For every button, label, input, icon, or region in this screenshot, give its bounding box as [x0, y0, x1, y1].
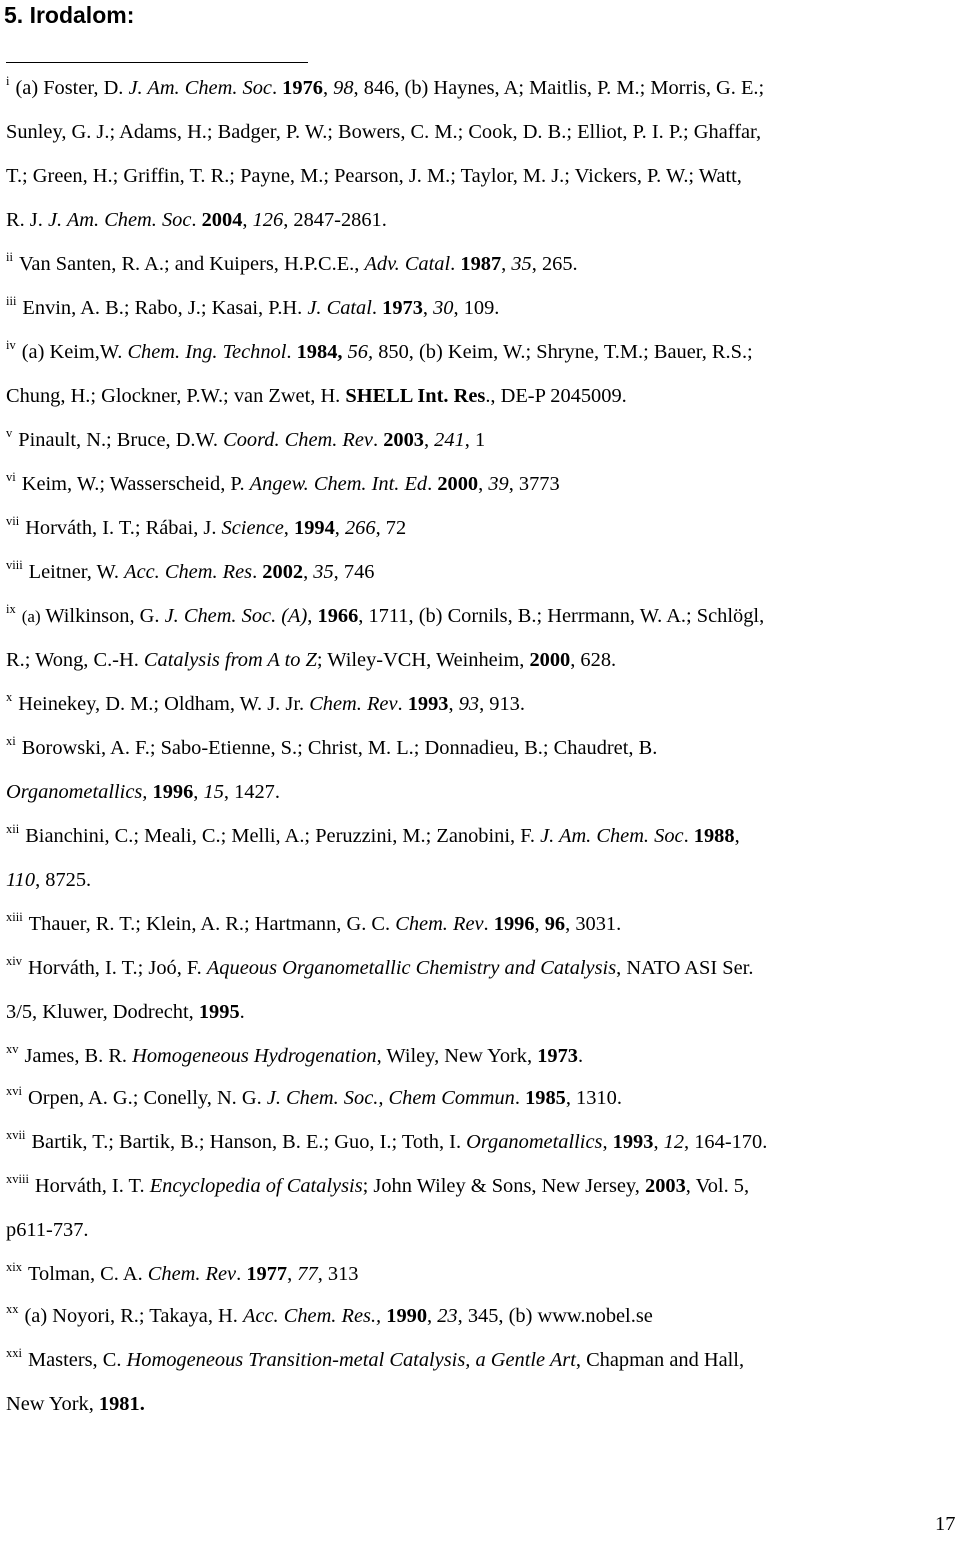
reference-text: , — [283, 517, 294, 539]
reference-text: , — [307, 605, 318, 627]
reference-text: , — [653, 1131, 664, 1153]
reference-text: , 846, (b) Haynes, A; Maitlis, P. M.; Morris, G. E.; — [353, 77, 765, 99]
reference-text: Adv. Catal — [364, 253, 451, 275]
reference-text: , — [422, 297, 434, 319]
reference-text: Pinault, N.; Bruce, D.W. — [18, 429, 224, 451]
reference-text: 1981. — [98, 1393, 145, 1415]
reference-text: 110 — [6, 869, 36, 891]
reference-text: Van Santen, R. A.; and Kuipers, H.P.C.E., — [18, 253, 365, 275]
reference-text: , 164-170. — [684, 1131, 768, 1153]
reference-text: , — [478, 473, 489, 495]
reference-number: xxi — [6, 1346, 22, 1360]
reference-text: Bianchini, C.; Meali, C.; Melli, A.; Peruzzini, M.; Zanobini, F. — [25, 825, 541, 847]
reference-text: Borowski, A. F.; Sabo-Etienne, S.; Christ, M. L.; Donnadieu, B.; Chaudret, B. — [21, 737, 658, 759]
reference-text: 241 — [434, 429, 465, 451]
reference-number: iv — [6, 338, 16, 352]
reference-text: 12 — [663, 1131, 685, 1153]
footnote-separator — [6, 62, 308, 63]
reference-text: . — [450, 253, 461, 275]
reference-text: Chem. Rev — [147, 1263, 237, 1285]
page-number: 17 — [935, 1513, 956, 1535]
reference-text: Masters, C. — [27, 1349, 127, 1371]
reference-entry — [6, 1304, 653, 1328]
reference-number: xx — [6, 1302, 19, 1316]
reference-text: J. Am. Chem. Soc — [47, 209, 192, 231]
reference-number: xvi — [6, 1084, 22, 1098]
reference-entry — [6, 1086, 622, 1110]
reference-text: . — [483, 913, 494, 935]
reference-entry — [6, 296, 499, 320]
reference-entry — [6, 692, 525, 716]
reference-number: xiv — [6, 954, 22, 968]
reference-entry — [6, 472, 560, 496]
reference-text: , Vol. 5, — [685, 1175, 750, 1197]
reference-text: R.; Wong, C.-H. — [6, 649, 144, 671]
reference-text: Horváth, I. T.; Joó, F. — [27, 957, 207, 979]
reference-text: J. Am. Chem. Soc — [540, 825, 684, 847]
reference-text: T.; Green, H.; Griffin, T. R.; Payne, M.; Pearson, J. M.; Taylor, M. J.; Vickers, P. W.; Watt, — [6, 165, 742, 187]
reference-text: Acc. Chem. Res., — [242, 1305, 382, 1327]
reference-number: xi — [6, 734, 16, 748]
reference-continuation — [6, 1392, 145, 1416]
reference-text: , 72 — [375, 517, 407, 539]
reference-text: . — [397, 693, 408, 715]
reference-entry — [6, 252, 578, 276]
reference-text: 850, (b) Keim, W.; Shryne, T.M.; Bauer, R.S.; — [373, 341, 753, 363]
reference-text: 1987 — [460, 253, 502, 275]
reference-text: Acc. Chem. Res — [124, 561, 253, 583]
reference-text: New York, — [6, 1393, 99, 1415]
page-heading: 5. Irodalom: — [4, 2, 135, 28]
reference-text: Organometallics — [466, 1131, 603, 1153]
reference-number: ii — [6, 250, 13, 264]
reference-text: Homogeneous Transition-metal Catalysis, a Gentle Art — [126, 1349, 576, 1371]
reference-text: 1996 — [152, 781, 194, 803]
reference-entry — [6, 824, 740, 848]
reference-text: 1973 — [537, 1045, 578, 1067]
reference-text: p611-737. — [6, 1219, 89, 1241]
reference-text: Sunley, G. J.; Adams, H.; Badger, P. W.; Bowers, C. M.; Cook, D. B.; Elliot, P. I. P.; Ghaffar, — [6, 121, 762, 143]
reference-entry — [6, 604, 764, 629]
reference-text: , 313 — [317, 1263, 359, 1285]
reference-text: Angew. Chem. Int. Ed — [249, 473, 428, 495]
reference-text: , 1711, (b) Cornils, B.; Herrmann, W. A.; Schlögl, — [358, 605, 765, 627]
reference-text: ; John Wiley & Sons, New Jersey, — [362, 1175, 646, 1197]
reference-text: . — [371, 297, 383, 319]
reference-text: 1973 — [382, 297, 423, 319]
reference-number: xix — [6, 1260, 22, 1274]
reference-text: 2003 — [383, 429, 424, 451]
reference-text: , Chapman and Hall, — [575, 1349, 745, 1371]
reference-text: Bartik, T.; Bartik, B.; Hanson, B. E.; Guo, I.; Toth, I. — [31, 1131, 467, 1153]
reference-text: 2000 — [529, 649, 571, 671]
reference-text: Tolman, C. A. — [27, 1263, 148, 1285]
reference-text: Envin, A. B.; Rabo, J.; Kasai, P.H. — [22, 297, 308, 319]
reference-text: Homogeneous Hydrogenation — [132, 1045, 377, 1067]
reference-continuation — [6, 164, 742, 188]
reference-entry — [6, 1130, 767, 1154]
reference-text: 1988 — [693, 825, 735, 847]
reference-entry — [6, 76, 764, 100]
reference-text: 3/5, Kluwer, Dodrecht, — [6, 1001, 199, 1023]
reference-text: . — [252, 561, 263, 583]
reference-text: , 3031. — [565, 913, 622, 935]
reference-text: , — [423, 429, 435, 451]
reference-entry — [6, 1348, 744, 1372]
reference-number: i — [6, 74, 10, 88]
reference-continuation — [6, 1000, 245, 1024]
reference-text: , — [448, 693, 459, 715]
reference-text: . — [239, 1001, 245, 1023]
reference-text: 126 — [252, 209, 284, 231]
reference-text: Thauer, R. T.; Klein, A. R.; Hartmann, G. C. — [28, 913, 396, 935]
reference-text: Horváth, I. T.; Rábai, J. — [25, 517, 222, 539]
reference-entry — [6, 340, 753, 364]
reference-text: , — [322, 77, 334, 99]
reference-text: 2004 — [201, 209, 243, 231]
reference-text: , 1 — [464, 429, 486, 451]
reference-entry — [6, 516, 406, 540]
reference-text: Organometallics, — [6, 781, 148, 803]
reference-continuation — [6, 780, 280, 804]
reference-text: , — [501, 253, 512, 275]
reference-text: James, B. R. — [24, 1045, 133, 1067]
reference-text: 266 — [344, 517, 376, 539]
reference-text: , — [287, 1263, 298, 1285]
reference-text: , — [193, 781, 204, 803]
reference-text: . — [514, 1087, 526, 1109]
reference-text: , 109. — [453, 297, 500, 319]
reference-continuation — [6, 868, 91, 892]
reference-text: Horváth, I. T. — [34, 1175, 150, 1197]
reference-text: Encyclopedia of Catalysis — [149, 1175, 363, 1197]
reference-number: xv — [6, 1042, 19, 1056]
reference-entry — [6, 736, 657, 760]
reference-text: (a) Noyori, R.; Takaya, H. — [24, 1305, 243, 1327]
reference-text: , 3773 — [508, 473, 560, 495]
reference-text: 96 — [544, 913, 566, 935]
reference-number: viii — [6, 558, 23, 572]
reference-text: , — [334, 517, 345, 539]
reference-text: . — [372, 429, 384, 451]
reference-text: Coord. Chem. Rev — [223, 429, 373, 451]
reference-entry — [6, 560, 374, 584]
reference-text: 1977 — [246, 1263, 288, 1285]
reference-text: 93 — [458, 693, 480, 715]
reference-text: 1966 — [317, 605, 359, 627]
reference-text: 56, — [347, 341, 374, 363]
reference-text: 2000 — [437, 473, 479, 495]
reference-text: J. Catal — [307, 297, 372, 319]
reference-text: 2002 — [262, 561, 304, 583]
reference-number: xvii — [6, 1128, 26, 1142]
reference-text: . — [286, 341, 297, 363]
reference-text: (a) Keim,W. — [21, 341, 128, 363]
reference-text: 77 — [297, 1263, 318, 1285]
reference-text: (a) Foster, D. — [15, 77, 129, 99]
reference-text: 35 — [511, 253, 532, 275]
reference-text: , — [427, 1305, 438, 1327]
reference-text: Chem. Rev — [309, 693, 398, 715]
reference-text: 35 — [313, 561, 334, 583]
reference-text: Heinekey, D. M.; Oldham, W. J. Jr. — [18, 693, 310, 715]
reference-text: Keim, W.; Wasserscheid, P. — [21, 473, 250, 495]
reference-text: , 746 — [333, 561, 375, 583]
reference-text: . — [191, 209, 202, 231]
reference-text: 1996 — [493, 913, 535, 935]
reference-text: , NATO ASI Ser. — [616, 957, 754, 979]
reference-text: Wilkinson, G. — [40, 605, 165, 627]
reference-text: 15 — [203, 781, 224, 803]
reference-text: 30 — [433, 297, 454, 319]
reference-text: , 1310. — [565, 1087, 622, 1109]
reference-text: , 628. — [570, 649, 617, 671]
reference-text: . — [271, 77, 283, 99]
reference-text: , — [303, 561, 314, 583]
reference-text: R. J. — [6, 209, 48, 231]
reference-number: vi — [6, 470, 16, 484]
reference-text: 1993 — [612, 1131, 654, 1153]
reference-text: 2003 — [645, 1175, 686, 1197]
reference-text: (a) — [21, 607, 41, 626]
reference-text: 1993 — [407, 693, 449, 715]
reference-entry — [6, 912, 621, 936]
reference-text: Chem. Ing. Technol — [127, 341, 287, 363]
reference-text: , 265. — [531, 253, 578, 275]
reference-text: . — [236, 1263, 247, 1285]
reference-entry — [6, 1262, 358, 1286]
reference-continuation — [6, 1218, 89, 1242]
reference-number: v — [6, 426, 13, 440]
reference-text: , — [242, 209, 253, 231]
reference-number: x — [6, 690, 13, 704]
reference-text: 1990 — [386, 1305, 428, 1327]
reference-text: 98 — [333, 77, 354, 99]
reference-text: 39 — [488, 473, 509, 495]
reference-text: Science — [221, 517, 284, 539]
reference-text: Chung, H.; Glockner, P.W.; van Zwet, H. — [6, 385, 346, 407]
reference-number: iii — [6, 294, 17, 308]
reference-text: , — [534, 913, 545, 935]
reference-text: Catalysis from A to Z — [143, 649, 317, 671]
reference-text: , — [734, 825, 740, 847]
reference-text: . — [577, 1045, 584, 1067]
reference-text: Chem. Rev — [395, 913, 484, 935]
reference-text: 23 — [437, 1305, 458, 1327]
reference-text: , 913. — [479, 693, 525, 715]
reference-text: J. Am. Chem. Soc — [128, 77, 272, 99]
reference-number: xviii — [6, 1172, 29, 1186]
reference-continuation — [6, 208, 387, 232]
reference-text: , 8725. — [35, 869, 92, 891]
reference-entry — [6, 1174, 749, 1198]
reference-text: , 1427. — [223, 781, 280, 803]
reference-text: . — [427, 473, 438, 495]
reference-number: xiii — [6, 910, 23, 924]
reference-text: J. Chem. Soc., Chem Commun — [266, 1087, 515, 1109]
reference-text: 1995 — [198, 1001, 240, 1023]
reference-entry — [6, 1044, 583, 1068]
reference-text: , 345, (b) www.nobel.se — [457, 1305, 653, 1327]
reference-text: ., DE-P 2045009. — [485, 385, 627, 407]
reference-continuation — [6, 384, 627, 408]
reference-text: . — [683, 825, 694, 847]
reference-text: ; Wiley-VCH, Weinheim, — [316, 649, 530, 671]
reference-text: Orpen, A. G.; Conelly, N. G. — [27, 1087, 267, 1109]
reference-text: 1985 — [525, 1087, 566, 1109]
reference-text: 1994 — [294, 517, 335, 539]
reference-text: 1976 — [282, 77, 323, 99]
reference-text: , 2847-2861. — [283, 209, 387, 231]
reference-continuation — [6, 120, 761, 144]
reference-text: 1984, — [296, 341, 343, 363]
reference-number: xii — [6, 822, 20, 836]
reference-text: SHELL Int. Res — [345, 385, 486, 407]
reference-text: J. Chem. Soc. (A) — [164, 605, 308, 627]
reference-text: , Wiley, New York, — [376, 1045, 538, 1067]
reference-text: Aqueous Organometallic Chemistry and Catalysis — [206, 957, 617, 979]
reference-entry — [6, 428, 485, 452]
reference-continuation — [6, 648, 616, 672]
reference-text: , — [602, 1131, 613, 1153]
reference-text: Leitner, W. — [28, 561, 125, 583]
reference-entry — [6, 956, 753, 980]
reference-number: vii — [6, 514, 20, 528]
reference-number: ix — [6, 602, 16, 616]
